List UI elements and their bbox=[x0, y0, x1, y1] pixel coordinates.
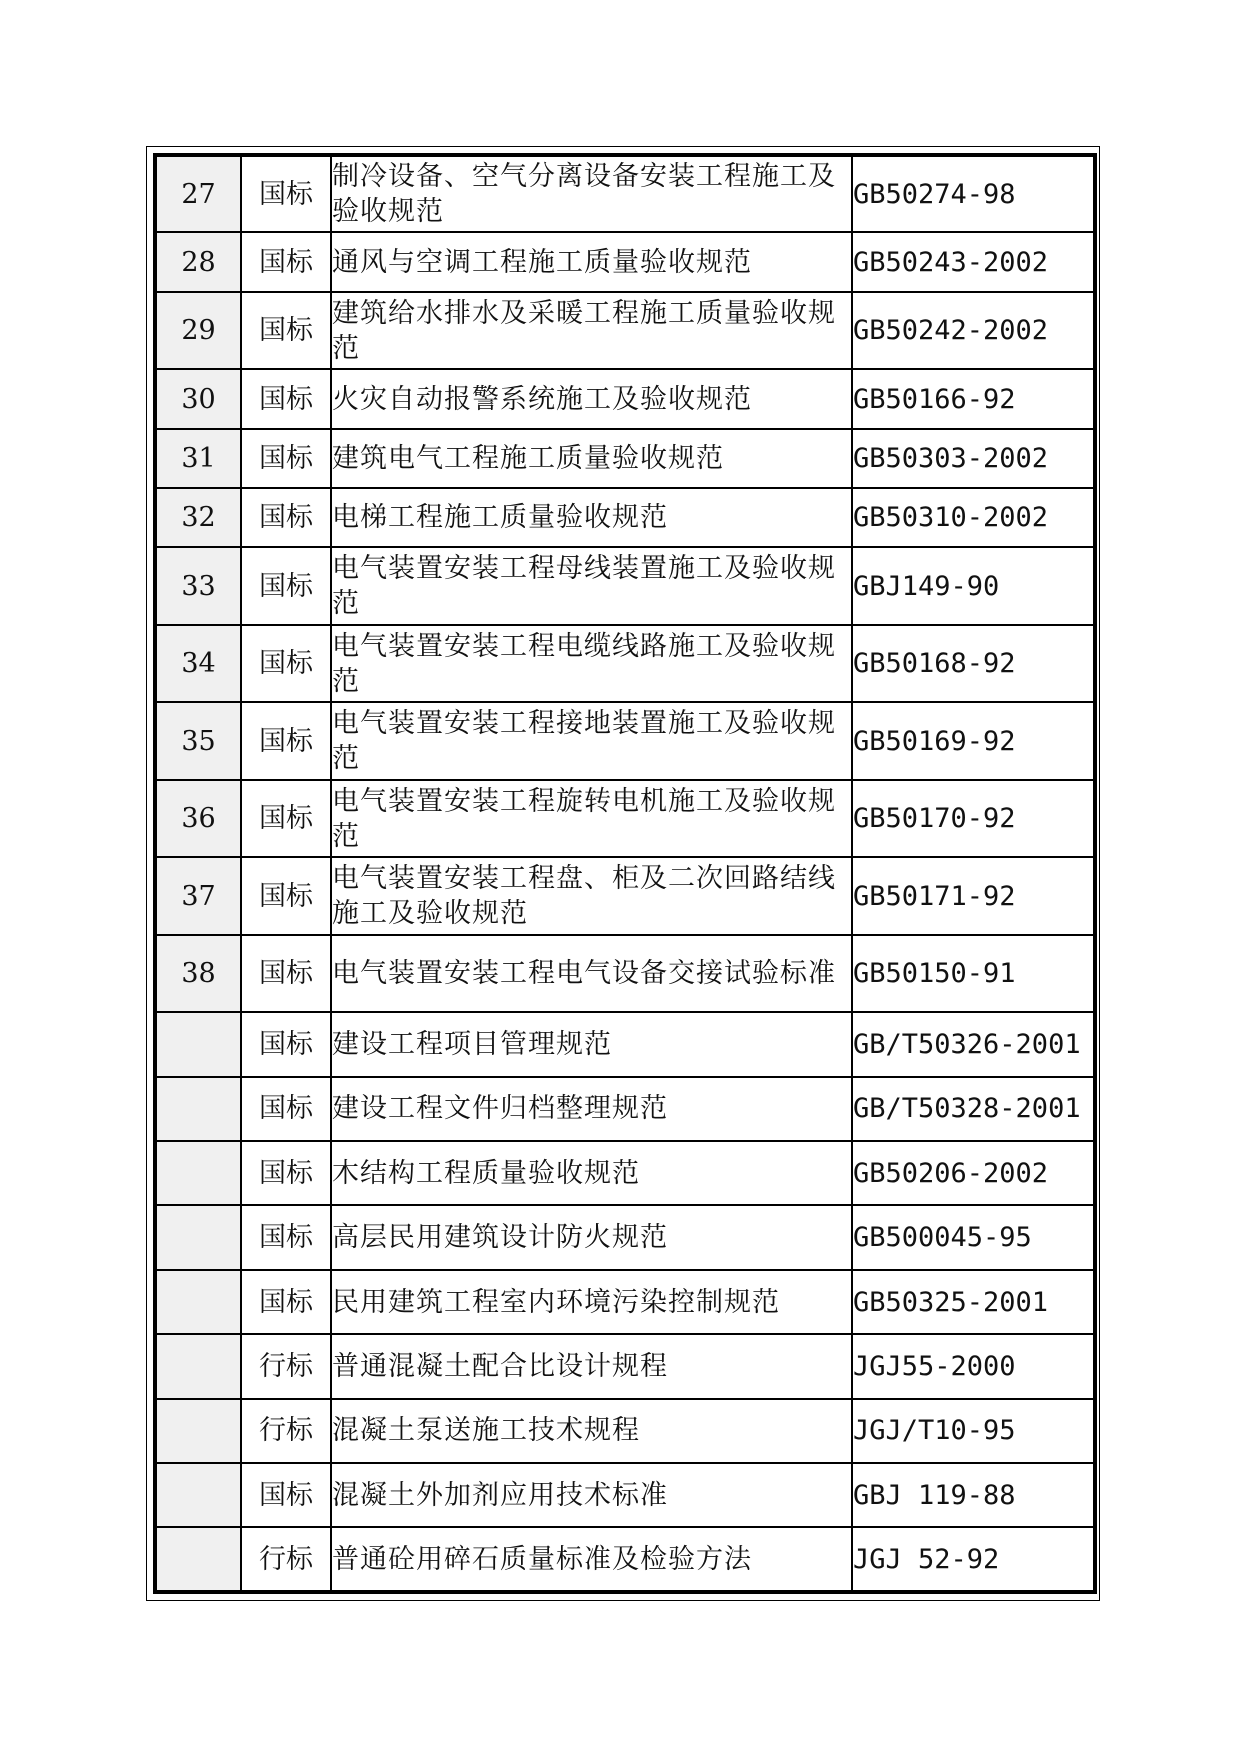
standard-category: 国标 bbox=[241, 857, 331, 934]
row-number: 36 bbox=[155, 780, 241, 857]
standard-category: 国标 bbox=[241, 429, 331, 488]
table-row bbox=[155, 155, 1095, 232]
standard-code: JGJ 52-92 bbox=[852, 1527, 1095, 1592]
row-number: 32 bbox=[155, 488, 241, 547]
standard-category: 行标 bbox=[241, 1399, 331, 1463]
table-row bbox=[155, 429, 1095, 488]
row-number bbox=[155, 1463, 241, 1527]
standard-title: 电气装置安装工程母线装置施工及验收规范 bbox=[331, 547, 852, 624]
standard-category: 国标 bbox=[241, 625, 331, 702]
row-number bbox=[155, 1077, 241, 1141]
standard-category: 国标 bbox=[241, 1141, 331, 1205]
table-row bbox=[155, 780, 1095, 857]
table-row bbox=[155, 1141, 1095, 1205]
standard-category: 国标 bbox=[241, 369, 331, 428]
standard-title: 混凝土泵送施工技术规程 bbox=[331, 1399, 852, 1463]
standard-title: 电气装置安装工程电气设备交接试验标准 bbox=[331, 935, 852, 1012]
standard-title: 木结构工程质量验收规范 bbox=[331, 1141, 852, 1205]
table-row bbox=[155, 369, 1095, 428]
standard-category: 国标 bbox=[241, 780, 331, 857]
row-number: 38 bbox=[155, 935, 241, 1012]
standard-title: 电气装置安装工程盘、柜及二次回路结线施工及验收规范 bbox=[331, 857, 852, 934]
standard-code: GB/T50328-2001 bbox=[852, 1077, 1095, 1141]
standard-code: GB50206-2002 bbox=[852, 1141, 1095, 1205]
standard-code: GBJ 119-88 bbox=[852, 1463, 1095, 1527]
standard-code: GB50274-98 bbox=[852, 155, 1095, 232]
standard-category: 国标 bbox=[241, 1463, 331, 1527]
table-row bbox=[155, 232, 1095, 291]
table-row bbox=[155, 292, 1095, 369]
row-number: 35 bbox=[155, 702, 241, 779]
standard-category: 行标 bbox=[241, 1334, 331, 1398]
standard-title: 火灾自动报警系统施工及验收规范 bbox=[331, 369, 852, 428]
standard-category: 国标 bbox=[241, 547, 331, 624]
standard-code: GB50150-91 bbox=[852, 935, 1095, 1012]
row-number bbox=[155, 1205, 241, 1269]
standard-title: 混凝土外加剂应用技术标准 bbox=[331, 1463, 852, 1527]
row-number: 28 bbox=[155, 232, 241, 291]
table-row bbox=[155, 857, 1095, 934]
standard-code: GB50169-92 bbox=[852, 702, 1095, 779]
standard-title: 建设工程文件归档整理规范 bbox=[331, 1077, 852, 1141]
table-row bbox=[155, 547, 1095, 624]
standard-code: GB50168-92 bbox=[852, 625, 1095, 702]
row-number: 29 bbox=[155, 292, 241, 369]
standard-code: GB50303-2002 bbox=[852, 429, 1095, 488]
standard-title: 民用建筑工程室内环境污染控制规范 bbox=[331, 1270, 852, 1334]
standard-category: 国标 bbox=[241, 1077, 331, 1141]
table-row bbox=[155, 625, 1095, 702]
standard-title: 普通混凝土配合比设计规程 bbox=[331, 1334, 852, 1398]
row-number: 30 bbox=[155, 369, 241, 428]
standard-title: 建设工程项目管理规范 bbox=[331, 1012, 852, 1076]
standard-title: 电气装置安装工程电缆线路施工及验收规范 bbox=[331, 625, 852, 702]
row-number: 37 bbox=[155, 857, 241, 934]
table-row bbox=[155, 488, 1095, 547]
row-number: 27 bbox=[155, 155, 241, 232]
table-row bbox=[155, 1334, 1095, 1398]
standard-code: GBJ149-90 bbox=[852, 547, 1095, 624]
standard-code: GB/T50326-2001 bbox=[852, 1012, 1095, 1076]
standard-code: JGJ55-2000 bbox=[852, 1334, 1095, 1398]
standard-category: 国标 bbox=[241, 1012, 331, 1076]
standard-code: GB50325-2001 bbox=[852, 1270, 1095, 1334]
standard-category: 国标 bbox=[241, 1270, 331, 1334]
standard-category: 行标 bbox=[241, 1527, 331, 1592]
standards-table bbox=[153, 153, 1097, 1594]
standard-category: 国标 bbox=[241, 1205, 331, 1269]
row-number: 34 bbox=[155, 625, 241, 702]
standard-category: 国标 bbox=[241, 292, 331, 369]
row-number bbox=[155, 1012, 241, 1076]
standard-category: 国标 bbox=[241, 488, 331, 547]
row-number bbox=[155, 1527, 241, 1592]
standard-code: GB50171-92 bbox=[852, 857, 1095, 934]
standard-code: JGJ/T10-95 bbox=[852, 1399, 1095, 1463]
standard-category: 国标 bbox=[241, 935, 331, 1012]
table-row bbox=[155, 1077, 1095, 1141]
row-number bbox=[155, 1399, 241, 1463]
standard-category: 国标 bbox=[241, 232, 331, 291]
table-row bbox=[155, 1463, 1095, 1527]
standard-category: 国标 bbox=[241, 155, 331, 232]
standard-code: GB50242-2002 bbox=[852, 292, 1095, 369]
table-row bbox=[155, 1270, 1095, 1334]
table-row bbox=[155, 1205, 1095, 1269]
row-number bbox=[155, 1270, 241, 1334]
standard-code: GB50243-2002 bbox=[852, 232, 1095, 291]
row-number bbox=[155, 1334, 241, 1398]
table-row bbox=[155, 1399, 1095, 1463]
standard-code: GB50170-92 bbox=[852, 780, 1095, 857]
standard-category: 国标 bbox=[241, 702, 331, 779]
standard-title: 制冷设备、空气分离设备安装工程施工及验收规范 bbox=[331, 155, 852, 232]
table-row bbox=[155, 1527, 1095, 1592]
standard-code: GB500045-95 bbox=[852, 1205, 1095, 1269]
standard-title: 建筑给水排水及采暖工程施工质量验收规范 bbox=[331, 292, 852, 369]
standard-title: 高层民用建筑设计防火规范 bbox=[331, 1205, 852, 1269]
row-number: 31 bbox=[155, 429, 241, 488]
standard-title: 通风与空调工程施工质量验收规范 bbox=[331, 232, 852, 291]
row-number: 33 bbox=[155, 547, 241, 624]
table-row bbox=[155, 1012, 1095, 1076]
standard-title: 电梯工程施工质量验收规范 bbox=[331, 488, 852, 547]
standard-title: 电气装置安装工程旋转电机施工及验收规范 bbox=[331, 780, 852, 857]
row-number bbox=[155, 1141, 241, 1205]
standard-title: 普通砼用碎石质量标准及检验方法 bbox=[331, 1527, 852, 1592]
standard-title: 电气装置安装工程接地装置施工及验收规范 bbox=[331, 702, 852, 779]
standard-title: 建筑电气工程施工质量验收规范 bbox=[331, 429, 852, 488]
table-row bbox=[155, 702, 1095, 779]
standard-code: GB50310-2002 bbox=[852, 488, 1095, 547]
table-row bbox=[155, 935, 1095, 1012]
standard-code: GB50166-92 bbox=[852, 369, 1095, 428]
